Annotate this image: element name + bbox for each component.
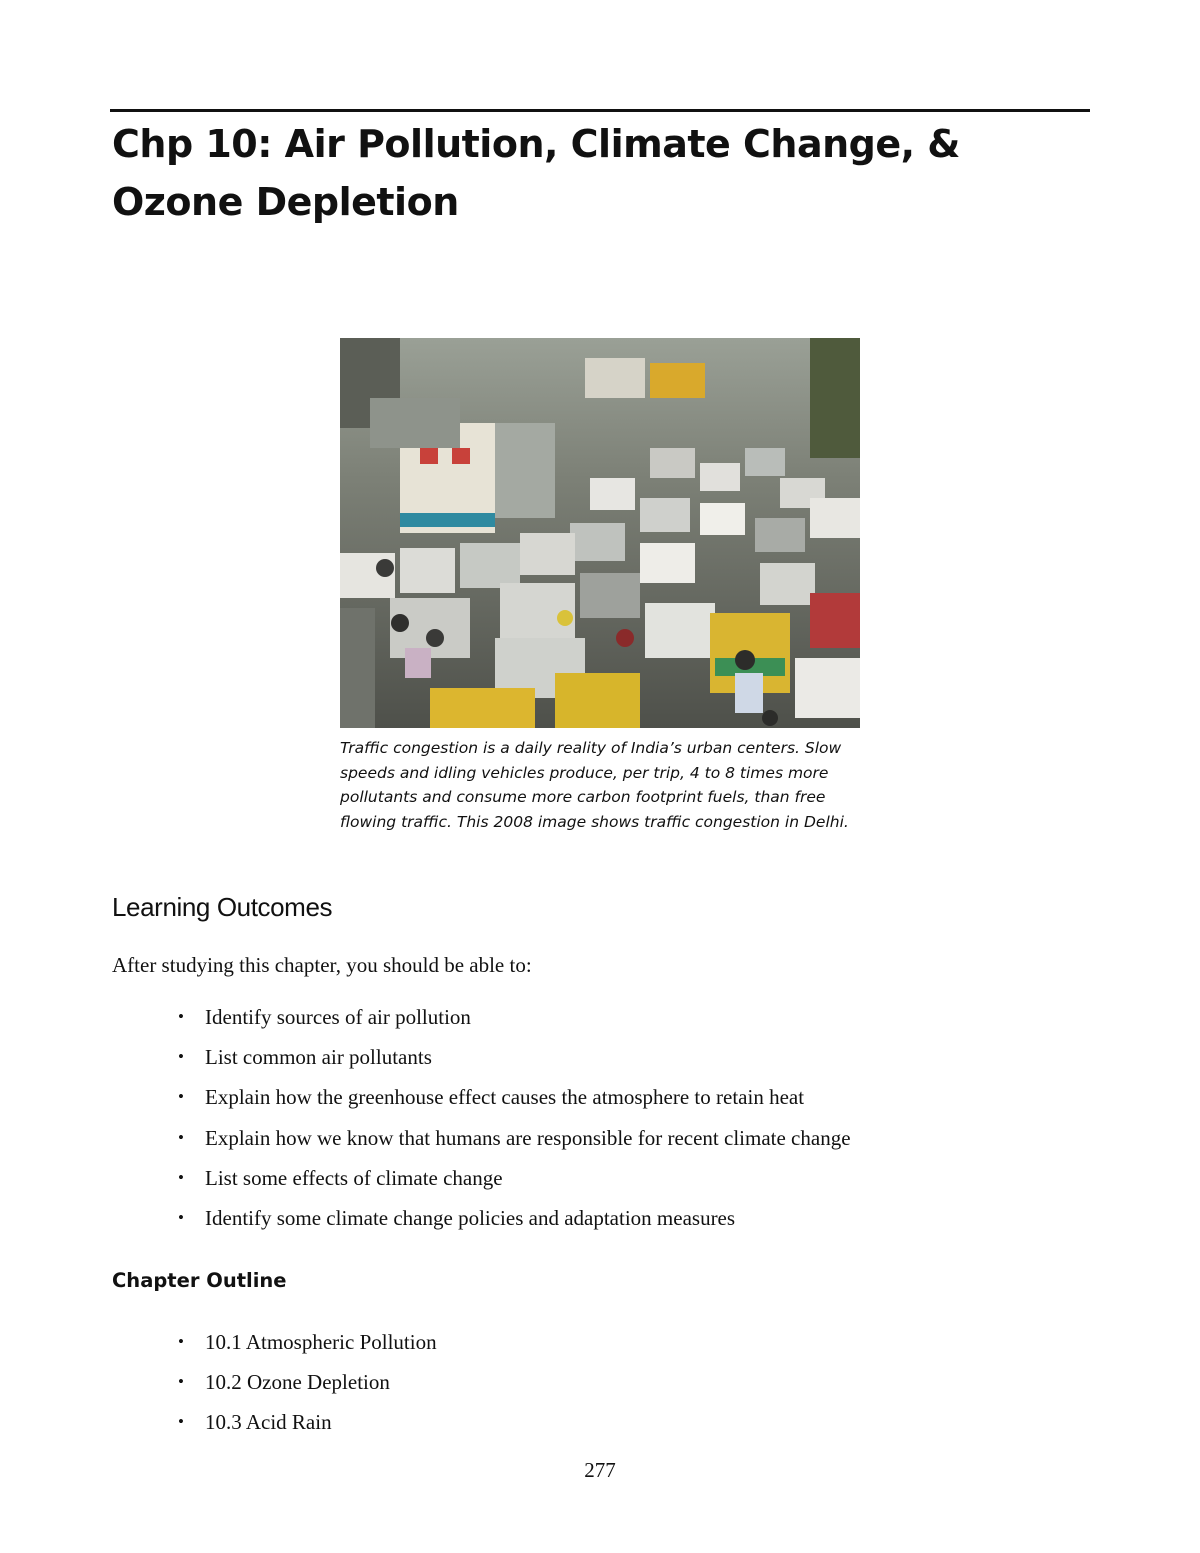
list-item: • List some effects of climate change	[178, 1164, 851, 1204]
list-item: • Explain how the greenhouse effect causes the atmosphere to retain heat	[178, 1083, 851, 1123]
learning-outcomes-heading: Learning Outcomes	[112, 892, 333, 922]
chapter-outline-list	[178, 1328, 437, 1449]
outline-item[interactable]: • 10.1 Atmospheric Pollution	[178, 1328, 437, 1368]
page-number: 277	[584, 1458, 616, 1482]
list-item: • List common air pollutants	[178, 1043, 851, 1083]
learning-outcomes-intro: After studying this chapter, you should be able to:	[112, 953, 532, 977]
list-item: • Identify some climate change policies and adaptation measures	[178, 1204, 851, 1244]
learning-outcomes-list	[178, 1003, 851, 1244]
list-item: • Identify sources of air pollution	[178, 1003, 851, 1043]
list-item: • Explain how we know that humans are responsible for recent climate change	[178, 1124, 851, 1164]
outline-item[interactable]: • 10.3 Acid Rain	[178, 1408, 437, 1448]
header-rule	[110, 109, 1090, 112]
traffic-photo	[340, 338, 860, 728]
chapter-outline-heading: Chapter Outline	[112, 1269, 287, 1292]
chapter-title: Chp 10: Air Pollution, Climate Change, & Ozone Depletion	[112, 122, 960, 224]
outline-item[interactable]: • 10.2 Ozone Depletion	[178, 1368, 437, 1408]
figure-caption: Traffic congestion is a daily reality of India’s urban centers. Slow speeds and idling vehicles produce, per trip, 4 to 8 times more pollutants and consume more carbon footprint fuels, than free flowing traffic. This 2008 image shows traffic congestion in Delhi.	[340, 739, 849, 831]
